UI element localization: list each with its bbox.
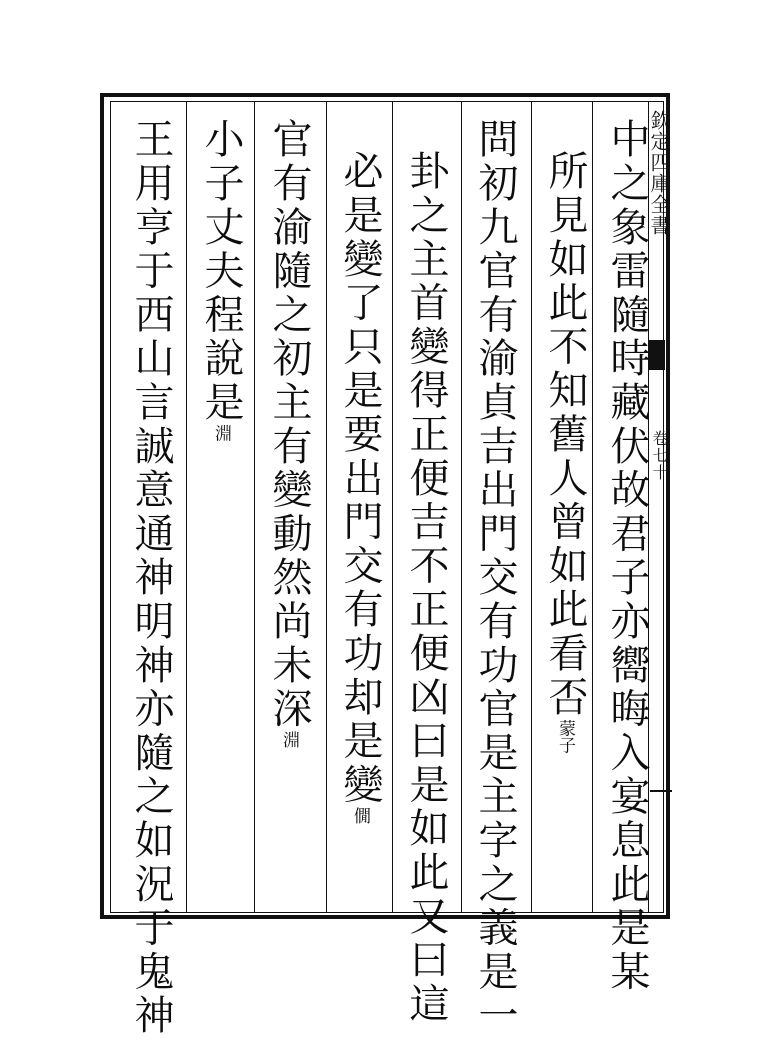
column-main-text: 王用亨于西山言誠意通神明神亦隨之如況于鬼神 [128,118,174,1038]
column-rule [392,101,393,913]
column-rule [592,101,593,913]
column-attribution-note: 淵 [211,424,231,442]
column-main-text: 所見如此不知舊人曾如此看否 [542,150,588,720]
text-column-5 [333,150,387,940]
column-rule [254,101,255,913]
column-rule [461,101,462,913]
column-main-text: 問初九官有渝貞吉出門交有功官是主字之義是一 [472,118,518,1038]
column-main-text: 必是變了只是要出門交有功却是變 [337,150,383,807]
column-attribution-note: 僩 [350,807,370,824]
text-column-3 [468,118,522,1038]
column-rule [531,101,532,913]
text-column-1 [600,118,654,994]
text-column-2 [538,150,592,940]
column-rule [186,101,187,913]
margin-book-title: 欽定四庫全書 [647,110,671,236]
column-main-text: 中之象雷隨時藏伏故君子亦嚮晦入宴息此是某 [604,118,650,994]
text-column-8 [124,118,178,1038]
margin-juan-number: 卷七十 [650,430,669,481]
column-attribution-note: 蒙子 [555,719,575,754]
column-main-text: 小子丈夫程說是 [198,118,244,425]
column-attribution-note: 淵 [279,731,299,749]
text-column-4 [399,150,453,1026]
column-main-text: 官有渝隨之初主有變動然尚未深 [266,118,312,732]
text-column-7 [194,118,248,908]
text-column-6 [262,118,316,908]
column-main-text: 卦之主首變得正便吉不正便凶曰是如此又曰這 [403,150,449,1026]
column-rule [326,101,327,913]
